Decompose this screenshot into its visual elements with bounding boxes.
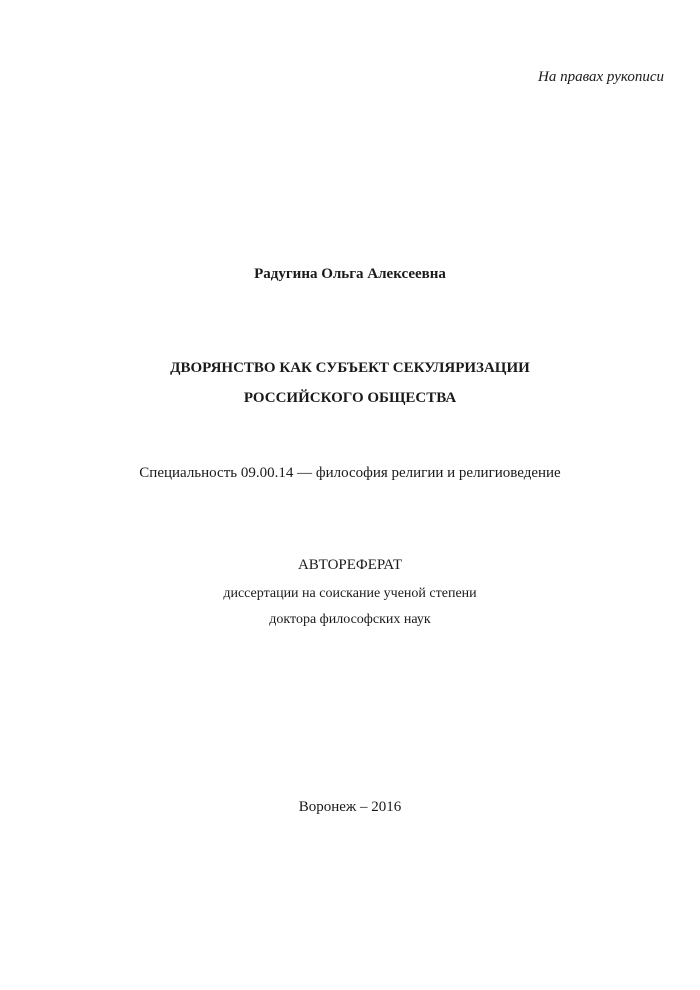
author-name: Радугина Ольга Алексеевна	[254, 266, 446, 282]
dissertation-title-line-2: РОССИЙСКОГО ОБЩЕСТВА	[243, 390, 457, 406]
degree-purpose-line-2: доктора философских наук	[269, 612, 431, 627]
degree-purpose-line-1: диссертации на соискание ученой степени	[223, 586, 477, 601]
dissertation-title-line-1: ДВОРЯНСТВО КАК СУБЪЕКТ СЕКУЛЯРИЗАЦИИ	[170, 360, 530, 376]
specialty-line: Специальность 09.00.14 — философия религии и религиоведение	[139, 465, 561, 481]
rights-note: На правах рукописи	[538, 69, 664, 85]
document-type: АВТОРЕФЕРАТ	[297, 557, 403, 573]
place-and-year: Воронеж – 2016	[298, 799, 402, 815]
